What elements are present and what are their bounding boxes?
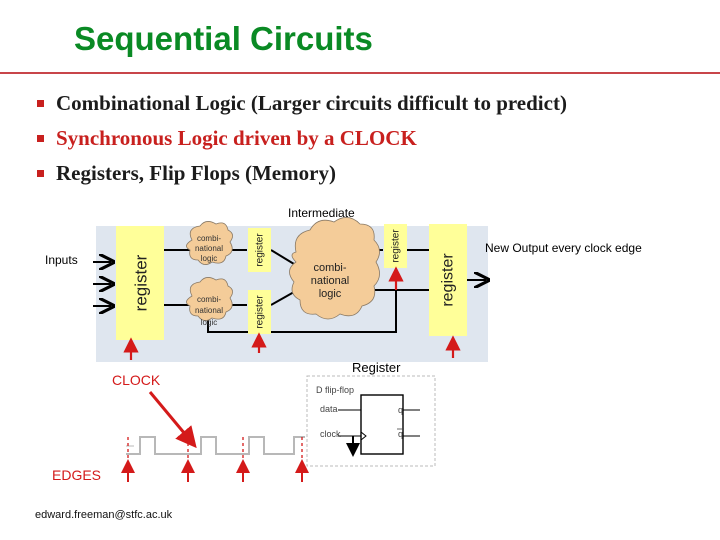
svg-text:national: national: [194, 306, 224, 315]
svg-text:data: data: [320, 404, 338, 414]
flip-flop-diagram: [307, 376, 435, 466]
svg-text:logic: logic: [200, 254, 218, 263]
svg-text:clock: clock: [320, 429, 341, 439]
edges-label: EDGES: [52, 467, 102, 483]
svg-text:q: q: [398, 429, 404, 439]
register-caption: Register: [352, 360, 401, 375]
new-output-label: New Output every clock edge: [485, 241, 642, 255]
register-label: register: [390, 229, 402, 263]
clock-waveform: [126, 437, 305, 454]
edge-arrows: [128, 466, 302, 482]
intermediate-label: Intermediate: [288, 206, 355, 220]
register-label: register: [439, 253, 457, 307]
svg-text:combi-: combi-: [196, 234, 222, 243]
bullet-item: Combinational Logic (Larger circuits difficult to predict): [36, 91, 567, 126]
svg-text:logic: logic: [200, 318, 218, 327]
svg-text:q: q: [398, 405, 404, 415]
svg-text:national: national: [194, 244, 224, 253]
svg-text:D flip-flop: D flip-flop: [316, 385, 355, 395]
combinational-cloud-big: [289, 217, 379, 319]
svg-text:national: national: [310, 275, 350, 287]
combinational-cloud-top: [186, 221, 232, 264]
inputs-label: Inputs: [45, 253, 78, 267]
slide-title: Sequential Circuits: [74, 20, 373, 57]
register-label: register: [254, 233, 266, 267]
footer-email: edward.freeman@stfc.ac.uk: [35, 509, 173, 521]
clock-pointer-arrow: [150, 392, 190, 440]
clock-label: CLOCK: [112, 372, 161, 388]
bullet-text-synchronous: Synchronous Logic driven by a: [56, 126, 340, 150]
register-label: register: [254, 295, 266, 329]
svg-text:logic: logic: [318, 288, 342, 300]
svg-text:combi-: combi-: [313, 262, 347, 274]
bullet-highlight-clock: CLOCK: [339, 126, 417, 150]
svg-text:combi-: combi-: [196, 295, 222, 304]
register-label: register: [131, 254, 151, 312]
bullet-item: Registers, Flip Flops (Memory): [36, 161, 567, 196]
